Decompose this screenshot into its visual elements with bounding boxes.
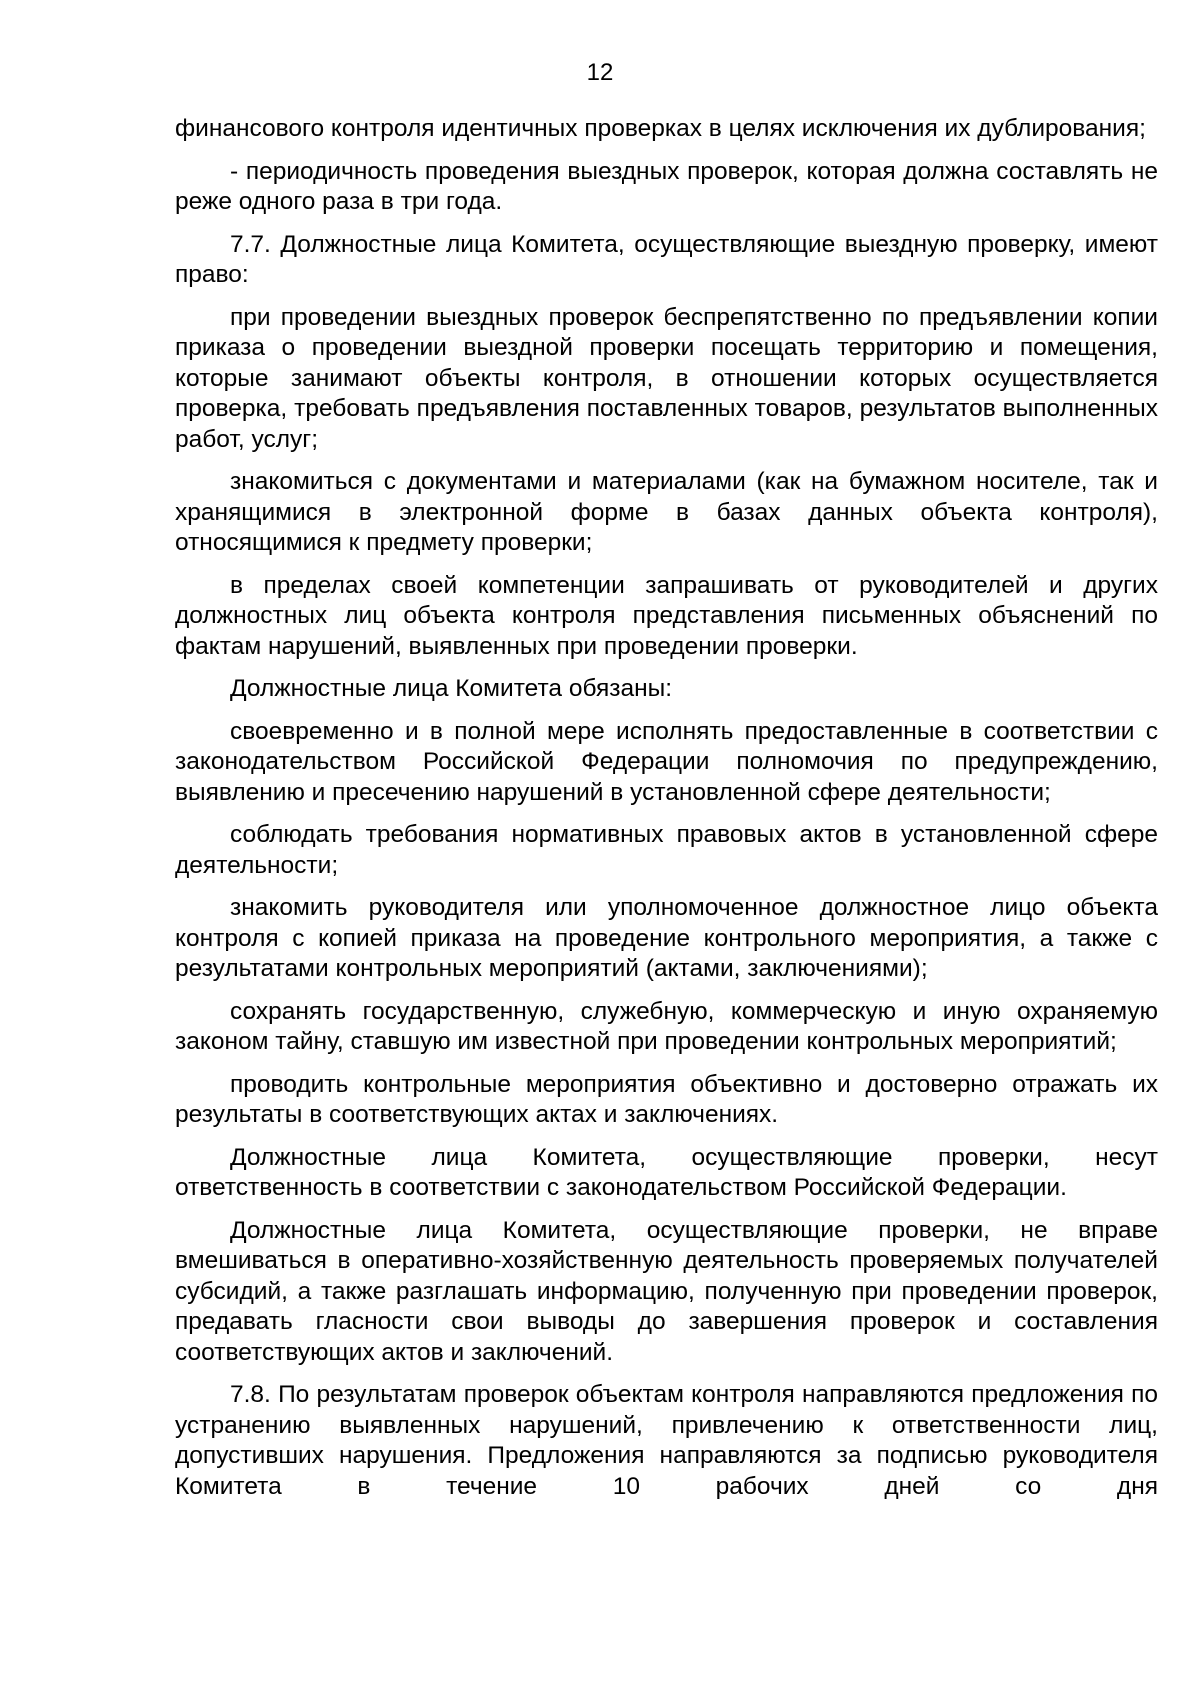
paragraph: своевременно и в полной мере исполнять предоставленные в соответствии с законодательством Российской Федерации полномочия по предупреждению, выявлению и пресечению нарушений в установленной сфере деятельности; [175, 717, 1158, 806]
paragraph: - периодичность проведения выездных проверок, которая должна составлять не реже одного раза в три года. [175, 157, 1158, 215]
paragraph: финансового контроля идентичных проверках в целях исключения их дублирования; [175, 115, 1146, 142]
paragraph: 7.8. По результатам проверок объектам контроля направляются предложения по устранению выявленных нарушений, привлечению к ответственности лиц, допустивших нарушения. Предложения направляются за подписью руководителя Комитета в течение 10 рабочих дней со дня [175, 1381, 1158, 1500]
paragraph: проводить контрольные мероприятия объективно и достоверно отражать их результаты в соответствующих актах и заключениях. [175, 1070, 1158, 1128]
document-body [175, 114, 1158, 1514]
paragraph: в пределах своей компетенции запрашивать от руководителей и других должностных лиц объекта контроля представления письменных объяснений по фактам нарушений, выявленных при проведении проверки. [175, 571, 1158, 660]
paragraph: Должностные лица Комитета, осуществляющие проверки, не вправе вмешиваться в оперативно-хозяйственную деятельность проверяемых получателей субсидий, а также разглашать информацию, полученную при проведении проверок, предавать гласности свои выводы до завершения проверок и составления соответствующих актов и заключений. [175, 1216, 1158, 1366]
page-number: 12 [586, 59, 614, 86]
paragraph: сохранять государственную, служебную, коммерческую и иную охраняемую законом тайну, ставшую им известной при проведении контрольных мероприятий; [175, 997, 1158, 1055]
paragraph: знакомить руководителя или уполномоченное должностное лицо объекта контроля с копией приказа на проведение контрольного мероприятия, а также с результатами контрольных мероприятий (актами, заключениями); [175, 894, 1158, 982]
paragraph: 7.7. Должностные лица Комитета, осуществляющие выездную проверку, имеют право: [175, 230, 1158, 288]
paragraph: соблюдать требования нормативных правовых актов в установленной сфере деятельности; [175, 821, 1158, 879]
paragraph: Должностные лица Комитета, осуществляющие проверки, несут ответственность в соответствии с законодательством Российской Федерации. [175, 1143, 1158, 1201]
paragraph: Должностные лица Комитета обязаны: [230, 675, 673, 702]
paragraph: знакомиться с документами и материалами (как на бумажном носителе, так и хранящимися в электронной форме в базах данных объекта контроля), относящимися к предмету проверки; [175, 468, 1158, 556]
paragraph: при проведении выездных проверок беспрепятственно по предъявлении копии приказа о проведении выездной проверки посещать территорию и помещения, которые занимают объекты контроля, в отношении которых осуществляется проверка, требовать предъявления поставленных товаров, результатов выполненных работ, услуг; [175, 303, 1158, 453]
